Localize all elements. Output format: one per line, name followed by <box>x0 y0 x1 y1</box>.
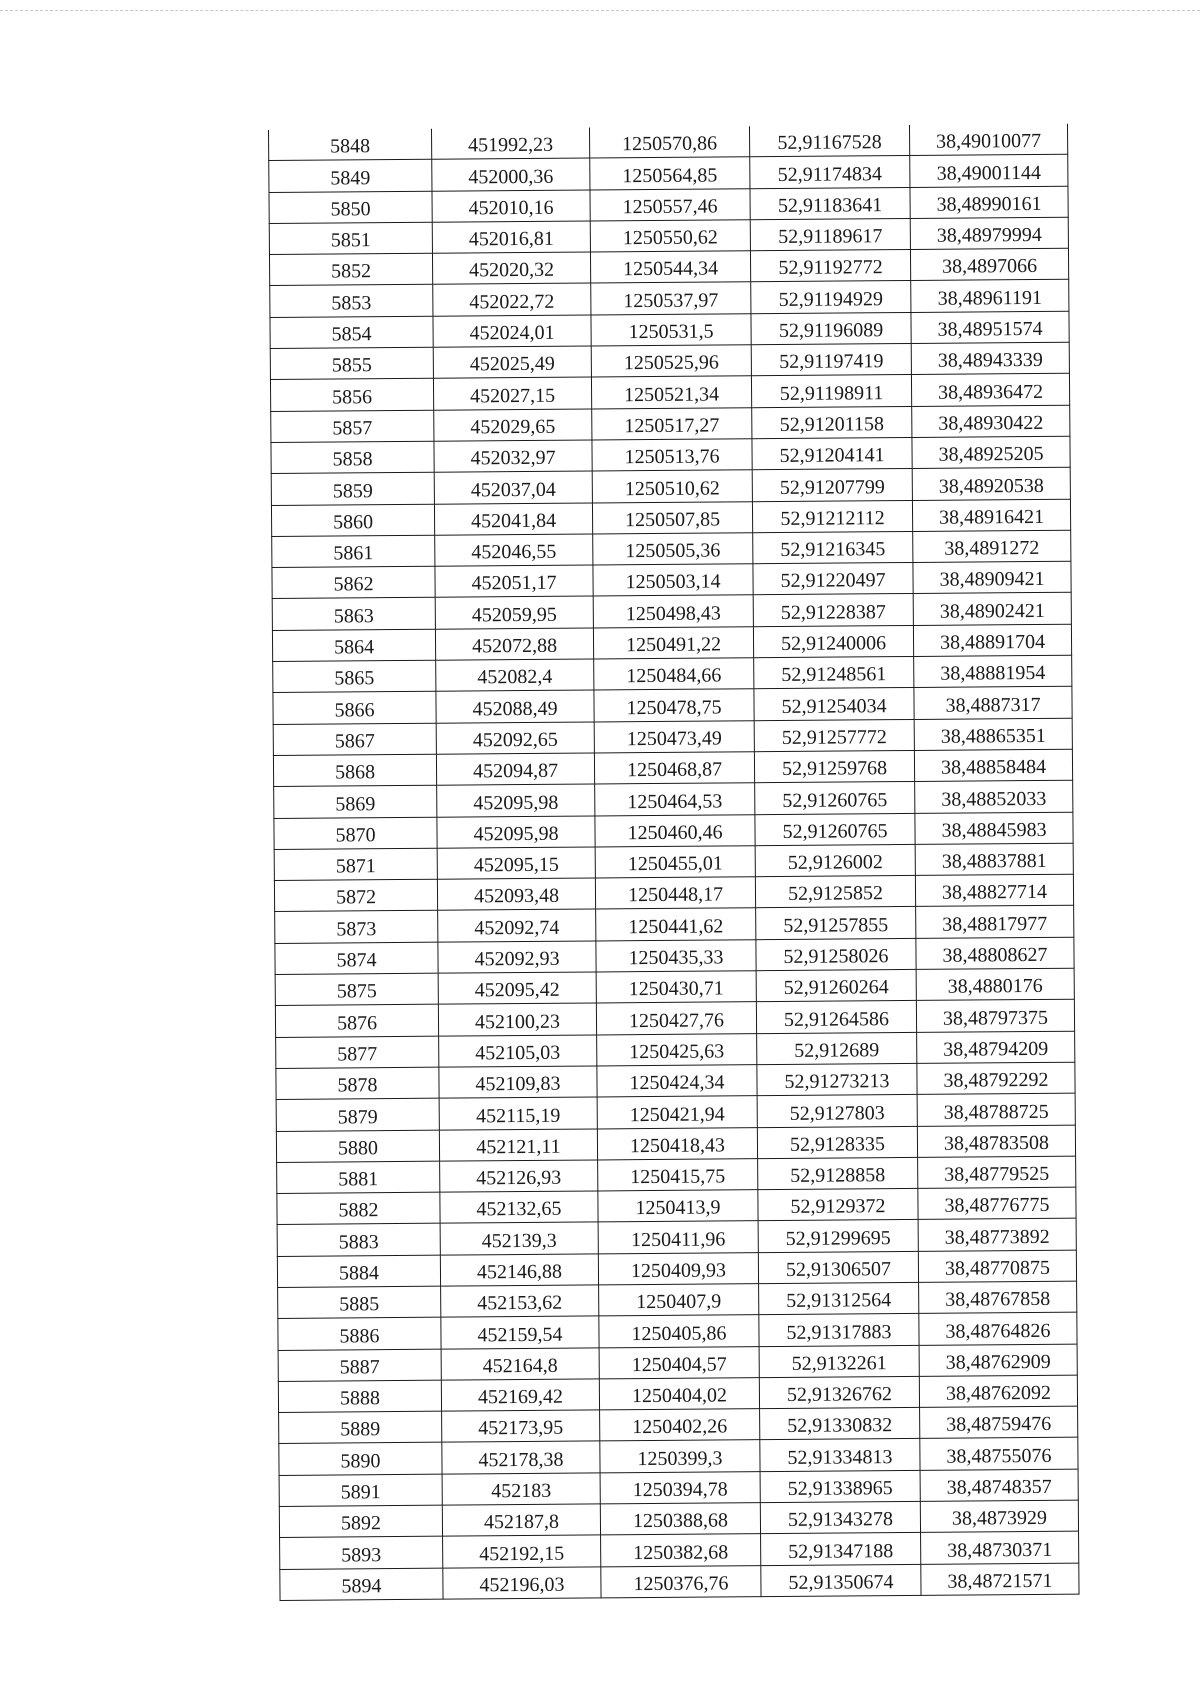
point-number-cell: 5880 <box>276 1130 439 1163</box>
latitude-cell: 52,91198911 <box>751 375 911 408</box>
y-coordinate-cell: 1250382,68 <box>601 1534 761 1567</box>
point-number-cell: 5860 <box>271 504 434 537</box>
point-number-cell: 5876 <box>275 1005 438 1038</box>
latitude-cell: 52,91260765 <box>755 813 915 846</box>
latitude-cell: 52,91343278 <box>760 1501 920 1534</box>
latitude-cell: 52,9125852 <box>755 876 915 909</box>
x-coordinate-cell: 452092,93 <box>438 941 596 974</box>
latitude-cell: 52,91174834 <box>750 156 910 189</box>
latitude-cell: 52,91299695 <box>758 1220 918 1253</box>
longitude-cell: 38,48837881 <box>915 843 1073 876</box>
latitude-cell: 52,91338965 <box>760 1470 920 1503</box>
latitude-cell: 52,91334813 <box>760 1439 920 1472</box>
y-coordinate-cell: 1250407,9 <box>599 1284 759 1317</box>
x-coordinate-cell: 452046,55 <box>435 534 593 567</box>
longitude-cell: 38,48779525 <box>918 1156 1076 1189</box>
latitude-cell: 52,9128858 <box>758 1157 918 1190</box>
x-coordinate-cell: 452041,84 <box>434 503 592 536</box>
point-number-cell: 5873 <box>275 911 438 944</box>
y-coordinate-cell: 1250570,86 <box>589 126 749 158</box>
longitude-cell: 38,48930422 <box>912 405 1070 438</box>
latitude-cell: 52,91257772 <box>754 719 914 752</box>
latitude-cell: 52,91228387 <box>753 594 913 627</box>
point-number-cell: 5858 <box>271 441 434 474</box>
latitude-cell: 52,91264586 <box>756 1001 916 1034</box>
y-coordinate-cell: 1250394,78 <box>600 1471 760 1504</box>
latitude-cell: 52,9129372 <box>758 1189 918 1222</box>
longitude-cell: 38,49010077 <box>909 124 1067 156</box>
longitude-cell: 38,48990161 <box>910 186 1068 219</box>
latitude-cell: 52,91212112 <box>752 500 912 533</box>
point-number-cell: 5864 <box>272 629 435 662</box>
longitude-cell: 38,4891272 <box>913 530 1071 563</box>
point-number-cell: 5851 <box>269 222 432 255</box>
y-coordinate-cell: 1250468,87 <box>594 752 754 785</box>
x-coordinate-cell: 452173,95 <box>442 1410 600 1443</box>
y-coordinate-cell: 1250510,62 <box>592 470 752 503</box>
latitude-cell: 52,91273213 <box>757 1063 917 1096</box>
longitude-cell: 38,48748357 <box>920 1469 1078 1502</box>
latitude-cell: 52,91330832 <box>760 1408 920 1441</box>
point-number-cell: 5859 <box>271 472 434 505</box>
x-coordinate-cell: 452092,65 <box>436 722 594 755</box>
point-number-cell: 5871 <box>274 848 437 881</box>
x-coordinate-cell: 452105,03 <box>439 1035 597 1068</box>
coordinates-table-body <box>268 124 1079 1601</box>
x-coordinate-cell: 452059,95 <box>435 596 593 629</box>
latitude-cell: 52,91192772 <box>750 250 910 283</box>
x-coordinate-cell: 452088,49 <box>436 690 594 723</box>
latitude-cell: 52,91183641 <box>750 187 910 220</box>
y-coordinate-cell: 1250421,94 <box>597 1096 757 1129</box>
point-number-cell: 5865 <box>273 660 436 693</box>
y-coordinate-cell: 1250430,71 <box>596 971 756 1004</box>
x-coordinate-cell: 452024,01 <box>433 315 591 348</box>
x-coordinate-cell: 452183 <box>442 1473 600 1506</box>
point-number-cell: 5870 <box>274 817 437 850</box>
y-coordinate-cell: 1250435,33 <box>596 939 756 972</box>
y-coordinate-cell: 1250531,5 <box>591 313 751 346</box>
x-coordinate-cell: 452109,83 <box>439 1066 597 1099</box>
point-number-cell: 5848 <box>268 129 431 161</box>
x-coordinate-cell: 452132,65 <box>440 1191 598 1224</box>
latitude-cell: 52,91254034 <box>754 688 914 721</box>
x-coordinate-cell: 452178,38 <box>442 1441 600 1474</box>
longitude-cell: 38,48951574 <box>911 311 1069 344</box>
y-coordinate-cell: 1250517,27 <box>592 407 752 440</box>
point-number-cell: 5853 <box>270 285 433 318</box>
longitude-cell: 38,48759476 <box>920 1406 1078 1439</box>
point-number-cell: 5850 <box>269 191 432 224</box>
longitude-cell: 38,48797375 <box>916 1000 1074 1033</box>
x-coordinate-cell: 452095,98 <box>437 815 595 848</box>
x-coordinate-cell: 452029,65 <box>434 409 592 442</box>
longitude-cell: 38,48764826 <box>919 1312 1077 1345</box>
x-coordinate-cell: 452094,87 <box>436 753 594 786</box>
coordinates-table <box>268 124 1080 1601</box>
x-coordinate-cell: 452169,42 <box>441 1379 599 1412</box>
point-number-cell: 5893 <box>280 1537 443 1570</box>
point-number-cell: 5854 <box>270 316 433 349</box>
longitude-cell: 38,48979994 <box>910 217 1068 250</box>
point-number-cell: 5874 <box>275 942 438 975</box>
latitude-cell: 52,91260765 <box>755 782 915 815</box>
y-coordinate-cell: 1250505,36 <box>593 533 753 566</box>
y-coordinate-cell: 1250404,02 <box>599 1378 759 1411</box>
x-coordinate-cell: 452000,36 <box>432 158 590 191</box>
x-coordinate-cell: 452072,88 <box>435 628 593 661</box>
longitude-cell: 38,48916421 <box>912 499 1070 532</box>
point-number-cell: 5890 <box>279 1443 442 1476</box>
latitude-cell: 52,91258026 <box>756 938 916 971</box>
point-number-cell: 5857 <box>271 410 434 443</box>
point-number-cell: 5892 <box>279 1505 442 1538</box>
point-number-cell: 5861 <box>272 535 435 568</box>
table-row <box>280 1563 1079 1601</box>
point-number-cell: 5862 <box>272 566 435 599</box>
x-coordinate-cell: 452095,98 <box>437 784 595 817</box>
latitude-cell: 52,91216345 <box>753 531 913 564</box>
latitude-cell: 52,9127803 <box>757 1095 917 1128</box>
x-coordinate-cell: 452092,74 <box>438 909 596 942</box>
latitude-cell: 52,91197419 <box>751 344 911 377</box>
longitude-cell: 38,48858484 <box>914 749 1072 782</box>
longitude-cell: 38,48776775 <box>918 1187 1076 1220</box>
point-number-cell: 5869 <box>274 785 437 818</box>
y-coordinate-cell: 1250503,14 <box>593 564 753 597</box>
latitude-cell: 52,91350674 <box>761 1564 921 1597</box>
x-coordinate-cell: 451992,23 <box>431 127 589 159</box>
x-coordinate-cell: 452139,3 <box>440 1222 598 1255</box>
latitude-cell: 52,91312564 <box>759 1282 919 1315</box>
y-coordinate-cell: 1250424,34 <box>597 1065 757 1098</box>
longitude-cell: 38,48788725 <box>917 1093 1075 1126</box>
longitude-cell: 38,48881954 <box>914 655 1072 688</box>
latitude-cell: 52,91317883 <box>759 1314 919 1347</box>
x-coordinate-cell: 452115,19 <box>439 1097 597 1130</box>
point-number-cell: 5866 <box>273 692 436 725</box>
x-coordinate-cell: 452100,23 <box>438 1003 596 1036</box>
latitude-cell: 52,9132261 <box>759 1345 919 1378</box>
latitude-cell: 52,91260264 <box>756 969 916 1002</box>
x-coordinate-cell: 452164,8 <box>441 1348 599 1381</box>
longitude-cell: 38,48909421 <box>913 561 1071 594</box>
x-coordinate-cell: 452192,15 <box>443 1535 601 1568</box>
point-number-cell: 5889 <box>279 1411 442 1444</box>
point-number-cell: 5887 <box>278 1349 441 1382</box>
point-number-cell: 5885 <box>278 1286 441 1319</box>
y-coordinate-cell: 1250521,34 <box>591 376 751 409</box>
latitude-cell: 52,91207799 <box>752 469 912 502</box>
x-coordinate-cell: 452093,48 <box>437 878 595 911</box>
x-coordinate-cell: 452027,15 <box>433 377 591 410</box>
y-coordinate-cell: 1250404,57 <box>599 1346 759 1379</box>
x-coordinate-cell: 452153,62 <box>441 1285 599 1318</box>
latitude-cell: 52,91204141 <box>752 437 912 470</box>
point-number-cell: 5872 <box>274 879 437 912</box>
y-coordinate-cell: 1250399,3 <box>600 1440 760 1473</box>
longitude-cell: 38,48865351 <box>914 718 1072 751</box>
x-coordinate-cell: 452126,93 <box>440 1160 598 1193</box>
latitude-cell: 52,9126002 <box>755 844 915 877</box>
x-coordinate-cell: 452032,97 <box>434 440 592 473</box>
longitude-cell: 38,48827714 <box>915 874 1073 907</box>
y-coordinate-cell: 1250537,97 <box>591 282 751 315</box>
longitude-cell: 38,4897066 <box>910 248 1068 281</box>
point-number-cell: 5881 <box>277 1161 440 1194</box>
y-coordinate-cell: 1250491,22 <box>593 626 753 659</box>
point-number-cell: 5884 <box>277 1255 440 1288</box>
y-coordinate-cell: 1250415,75 <box>598 1158 758 1191</box>
latitude-cell: 52,912689 <box>757 1032 917 1065</box>
point-number-cell: 5875 <box>275 973 438 1006</box>
x-coordinate-cell: 452025,49 <box>433 346 591 379</box>
longitude-cell: 38,48902421 <box>913 593 1071 626</box>
point-number-cell: 5863 <box>272 598 435 631</box>
longitude-cell: 38,48961191 <box>911 280 1069 313</box>
point-number-cell: 5891 <box>279 1474 442 1507</box>
point-number-cell: 5855 <box>270 347 433 380</box>
point-number-cell: 5878 <box>276 1067 439 1100</box>
y-coordinate-cell: 1250418,43 <box>597 1127 757 1160</box>
y-coordinate-cell: 1250513,76 <box>592 439 752 472</box>
point-number-cell: 5894 <box>280 1568 443 1601</box>
longitude-cell: 38,48845983 <box>915 812 1073 845</box>
y-coordinate-cell: 1250557,46 <box>590 188 750 221</box>
x-coordinate-cell: 452051,17 <box>435 565 593 598</box>
latitude-cell: 52,91347188 <box>761 1533 921 1566</box>
y-coordinate-cell: 1250441,62 <box>596 908 756 941</box>
y-coordinate-cell: 1250525,96 <box>591 345 751 378</box>
x-coordinate-cell: 452016,81 <box>432 221 590 254</box>
x-coordinate-cell: 452187,8 <box>442 1504 600 1537</box>
latitude-cell: 52,91220497 <box>753 563 913 596</box>
latitude-cell: 52,9128335 <box>757 1126 917 1159</box>
longitude-cell: 38,4873929 <box>920 1500 1078 1533</box>
x-coordinate-cell: 452196,03 <box>443 1567 601 1600</box>
longitude-cell: 38,48817977 <box>916 906 1074 939</box>
y-coordinate-cell: 1250376,76 <box>601 1565 761 1598</box>
point-number-cell: 5852 <box>269 253 432 286</box>
x-coordinate-cell: 452146,88 <box>440 1254 598 1287</box>
longitude-cell: 38,48762909 <box>919 1344 1077 1377</box>
latitude-cell: 52,91326762 <box>759 1376 919 1409</box>
longitude-cell: 38,4887317 <box>914 687 1072 720</box>
latitude-cell: 52,91196089 <box>751 312 911 345</box>
longitude-cell: 38,48755076 <box>920 1438 1078 1471</box>
y-coordinate-cell: 1250550,62 <box>590 220 750 253</box>
latitude-cell: 52,91257855 <box>756 907 916 940</box>
y-coordinate-cell: 1250507,85 <box>592 501 752 534</box>
latitude-cell: 52,91248561 <box>754 656 914 689</box>
longitude-cell: 38,48773892 <box>918 1219 1076 1252</box>
longitude-cell: 38,49001144 <box>910 155 1068 188</box>
y-coordinate-cell: 1250427,76 <box>596 1002 756 1035</box>
point-number-cell: 5882 <box>277 1192 440 1225</box>
latitude-cell: 52,91201158 <box>752 406 912 439</box>
point-number-cell: 5856 <box>270 379 433 412</box>
longitude-cell: 38,48852033 <box>915 780 1073 813</box>
x-coordinate-cell: 452037,04 <box>434 471 592 504</box>
y-coordinate-cell: 1250388,68 <box>600 1503 760 1536</box>
longitude-cell: 38,48925205 <box>912 436 1070 469</box>
latitude-cell: 52,91240006 <box>753 625 913 658</box>
latitude-cell: 52,91189617 <box>750 218 910 251</box>
latitude-cell: 52,91306507 <box>758 1251 918 1284</box>
y-coordinate-cell: 1250498,43 <box>593 595 753 628</box>
y-coordinate-cell: 1250478,75 <box>594 689 754 722</box>
latitude-cell: 52,91167528 <box>749 125 909 157</box>
longitude-cell: 38,48730371 <box>921 1532 1079 1565</box>
longitude-cell: 38,48792292 <box>917 1062 1075 1095</box>
point-number-cell: 5888 <box>278 1380 441 1413</box>
y-coordinate-cell: 1250564,85 <box>590 157 750 190</box>
y-coordinate-cell: 1250413,9 <box>598 1190 758 1223</box>
point-number-cell: 5868 <box>273 754 436 787</box>
longitude-cell: 38,48783508 <box>917 1125 1075 1158</box>
page-top-edge <box>0 10 1200 11</box>
longitude-cell: 38,48808627 <box>916 937 1074 970</box>
y-coordinate-cell: 1250484,66 <box>594 658 754 691</box>
longitude-cell: 38,48920538 <box>912 467 1070 500</box>
y-coordinate-cell: 1250405,86 <box>599 1315 759 1348</box>
y-coordinate-cell: 1250425,63 <box>597 1033 757 1066</box>
y-coordinate-cell: 1250448,17 <box>595 877 755 910</box>
longitude-cell: 38,4880176 <box>916 968 1074 1001</box>
longitude-cell: 38,48721571 <box>921 1563 1079 1596</box>
y-coordinate-cell: 1250411,96 <box>598 1221 758 1254</box>
longitude-cell: 38,48936472 <box>911 374 1069 407</box>
latitude-cell: 52,91194929 <box>751 281 911 314</box>
longitude-cell: 38,48943339 <box>911 342 1069 375</box>
x-coordinate-cell: 452095,42 <box>438 972 596 1005</box>
y-coordinate-cell: 1250402,26 <box>600 1409 760 1442</box>
point-number-cell: 5879 <box>276 1098 439 1131</box>
point-number-cell: 5886 <box>278 1317 441 1350</box>
x-coordinate-cell: 452020,32 <box>432 252 590 285</box>
x-coordinate-cell: 452082,4 <box>436 659 594 692</box>
longitude-cell: 38,48762092 <box>919 1375 1077 1408</box>
x-coordinate-cell: 452095,15 <box>437 847 595 880</box>
longitude-cell: 38,48770875 <box>918 1250 1076 1283</box>
latitude-cell: 52,91259768 <box>754 750 914 783</box>
longitude-cell: 38,48891704 <box>913 624 1071 657</box>
point-number-cell: 5849 <box>269 160 432 193</box>
y-coordinate-cell: 1250473,49 <box>594 720 754 753</box>
point-number-cell: 5883 <box>277 1224 440 1257</box>
x-coordinate-cell: 452121,11 <box>439 1128 597 1161</box>
longitude-cell: 38,48794209 <box>917 1031 1075 1064</box>
y-coordinate-cell: 1250544,34 <box>590 251 750 284</box>
x-coordinate-cell: 452010,16 <box>432 190 590 223</box>
y-coordinate-cell: 1250455,01 <box>595 846 755 879</box>
x-coordinate-cell: 452159,54 <box>441 1316 599 1349</box>
point-number-cell: 5877 <box>276 1036 439 1069</box>
point-number-cell: 5867 <box>273 723 436 756</box>
longitude-cell: 38,48767858 <box>919 1281 1077 1314</box>
x-coordinate-cell: 452022,72 <box>433 283 591 316</box>
y-coordinate-cell: 1250409,93 <box>598 1252 758 1285</box>
y-coordinate-cell: 1250464,53 <box>595 783 755 816</box>
y-coordinate-cell: 1250460,46 <box>595 814 755 847</box>
